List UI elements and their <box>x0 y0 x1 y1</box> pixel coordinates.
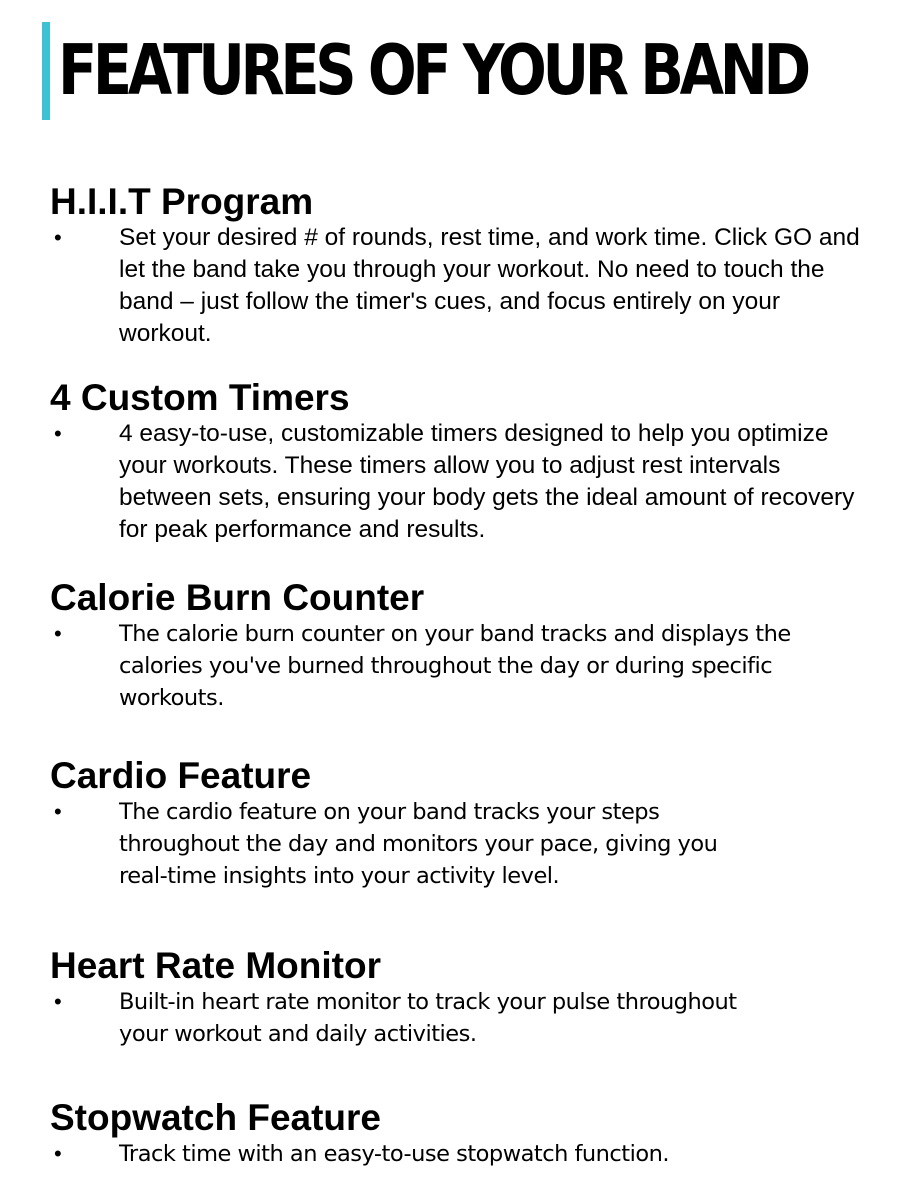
feature-description: The calorie burn counter on your band tracks and displays the calories you've burned throughout the day or during specific workouts. <box>119 621 791 711</box>
bullet-icon: • <box>54 1141 62 1166</box>
feature-calorie-burn-counter <box>50 578 870 714</box>
feature-description: Set your desired # of rounds, rest time, and work time. Click GO and let the band take you through your workout. No need to touch the band – just follow the timer's cues, and focus entirely on your workout. <box>119 224 860 347</box>
feature-heading: 4 Custom Timers <box>50 377 350 418</box>
feature-description: Built-in heart rate monitor to track your pulse throughout your workout and daily activities. <box>119 989 737 1047</box>
feature-cardio <box>50 756 870 892</box>
feature-hiit-program <box>50 182 870 350</box>
feature-bullet-row <box>50 418 870 546</box>
feature-bullet-row <box>50 222 870 350</box>
title-accent-bar <box>42 22 50 120</box>
feature-heading: Stopwatch Feature <box>50 1097 381 1138</box>
bullet-icon: • <box>54 621 62 646</box>
feature-description: 4 easy-to-use, customizable timers designed to help you optimize your workouts. These timers allow you to adjust rest intervals between sets, ensuring your body gets the ideal amount of recovery for peak performance and results. <box>119 420 855 543</box>
feature-stopwatch <box>50 1098 870 1170</box>
feature-heading: H.I.I.T Program <box>50 181 314 222</box>
feature-bullet-row <box>50 618 870 714</box>
feature-bullet-row <box>50 1138 870 1170</box>
feature-bullet-row <box>50 796 870 892</box>
bullet-icon: • <box>54 421 62 446</box>
feature-bullet-row <box>50 986 870 1050</box>
bullet-icon: • <box>54 799 62 824</box>
page-title: FEATURES OF YOUR BAND <box>58 30 807 111</box>
feature-description: The cardio feature on your band tracks your steps throughout the day and monitors your pace, giving you real-time insights into your activity level. <box>119 799 718 889</box>
feature-heading: Calorie Burn Counter <box>50 577 425 618</box>
feature-custom-timers <box>50 378 870 546</box>
bullet-icon: • <box>54 225 62 250</box>
feature-heading: Heart Rate Monitor <box>50 945 381 986</box>
feature-description: Track time with an easy-to-use stopwatch function. <box>119 1141 670 1167</box>
feature-heading: Cardio Feature <box>50 755 312 796</box>
feature-heart-rate-monitor <box>50 946 870 1050</box>
bullet-icon: • <box>54 989 62 1014</box>
